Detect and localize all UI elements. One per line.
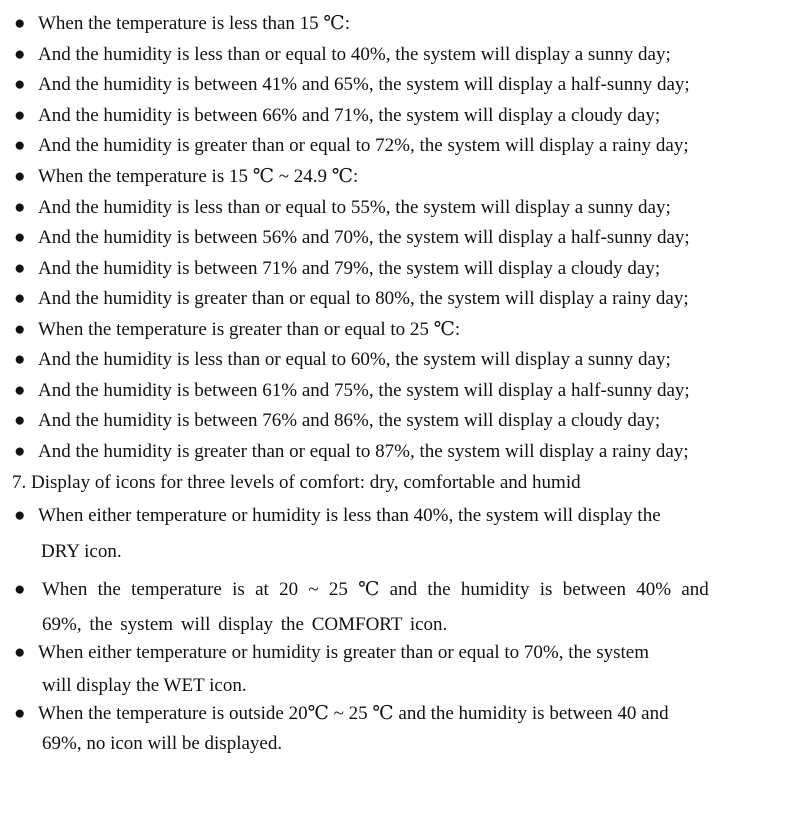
list-item: ● And the humidity is between 71% and 79%, the system will display a cloudy day; [14, 258, 661, 279]
temp-range-2-heading: ● When the temperature is 15 ℃ ~ 24.9 ℃: [14, 166, 359, 187]
list-item: ● And the humidity is between 76% and 86%, the system will display a cloudy day; [14, 410, 661, 431]
wet-rule: ● When either temperature or humidity is greater than or equal to 70%, the system [14, 642, 649, 663]
temp-range-3-heading: ● When the temperature is greater than or equal to 25 ℃: [14, 319, 461, 340]
comfort-rule-word: When [42, 579, 88, 600]
dry-rule-continued: DRY icon. [41, 541, 122, 562]
bullet-icon: ● [14, 227, 26, 248]
list-item: ● And the humidity is greater than or equal to 80%, the system will display a rainy day; [14, 288, 689, 309]
comfort-rule-word: and [389, 579, 418, 600]
list-item: ● And the humidity is less than or equal to 40%, the system will display a sunny day; [14, 44, 671, 65]
comfort-rule-word: the [97, 579, 121, 600]
comfort-rule-word: is [232, 579, 245, 600]
comfort-rule-word: at [255, 579, 269, 600]
comfort-rule-line-1 [42, 578, 709, 602]
list-item: ● And the humidity is less than or equal to 55%, the system will display a sunny day; [14, 197, 671, 218]
comfort-rule-word: between [562, 579, 627, 600]
wet-rule-continued: will display the WET icon. [42, 675, 247, 696]
bullet-icon: ● [14, 74, 26, 95]
list-item: ● And the humidity is between 61% and 75%, the system will display a half-sunny day; [14, 380, 690, 401]
bullet-icon: ● [14, 105, 26, 126]
bullet-icon: ● [14, 441, 26, 462]
bullet-icon: ● [14, 197, 26, 218]
comfort-rule-word: the [427, 579, 451, 600]
bullet-icon: ● [14, 319, 26, 340]
bullet-icon: ● [14, 642, 26, 663]
bullet-icon: ● [14, 579, 26, 600]
comfort-rule-word: humidity [460, 579, 530, 600]
comfort-rule-word: is [539, 579, 553, 600]
list-item: ● And the humidity is greater than or equal to 87%, the system will display a rainy day; [14, 441, 689, 462]
list-item: ● And the humidity is between 41% and 65%, the system will display a half-sunny day; [14, 74, 690, 95]
bullet-icon: ● [14, 410, 26, 431]
bullet-icon: ● [14, 44, 26, 65]
bullet-icon: ● [14, 349, 26, 370]
comfort-rule-word: and [681, 579, 709, 600]
bullet-icon: ● [14, 703, 26, 724]
bullet-icon: ● [14, 380, 26, 401]
list-item: ● And the humidity is between 66% and 71%, the system will display a cloudy day; [14, 105, 661, 126]
bullet-icon: ● [14, 288, 26, 309]
no-icon-rule: ● When the temperature is outside 20℃ ~ 25 ℃ and the humidity is between 40 and [14, 703, 669, 724]
bullet-icon: ● [14, 13, 26, 34]
comfort-rule-word: ~ [308, 579, 319, 600]
bullet-icon: ● [14, 505, 26, 526]
list-item: ● And the humidity is less than or equal to 60%, the system will display a sunny day; [14, 349, 671, 370]
temp-range-1-heading: ● When the temperature is less than 15 ℃: [14, 13, 350, 34]
bullet-icon: ● [14, 166, 26, 187]
section-7-heading: 7. Display of icons for three levels of comfort: dry, comfortable and humid [12, 472, 581, 493]
comfort-rule [14, 578, 38, 602]
comfort-rule-continued: 69%, the system will display the COMFORT icon. [42, 614, 448, 635]
comfort-rule-word: 20 [279, 579, 299, 600]
comfort-rule-word: 25 [328, 579, 348, 600]
comfort-rule-word: temperature [131, 579, 222, 600]
bullet-icon: ● [14, 135, 26, 156]
comfort-rule-word: 40% [636, 579, 672, 600]
bullet-icon: ● [14, 258, 26, 279]
comfort-rule-word: ℃ [358, 579, 380, 600]
list-item: ● And the humidity is greater than or equal to 72%, the system will display a rainy day; [14, 135, 689, 156]
dry-rule: ● When either temperature or humidity is less than 40%, the system will display the [14, 505, 661, 526]
list-item: ● And the humidity is between 56% and 70%, the system will display a half-sunny day; [14, 227, 690, 248]
no-icon-rule-continued: 69%, no icon will be displayed. [42, 733, 283, 754]
